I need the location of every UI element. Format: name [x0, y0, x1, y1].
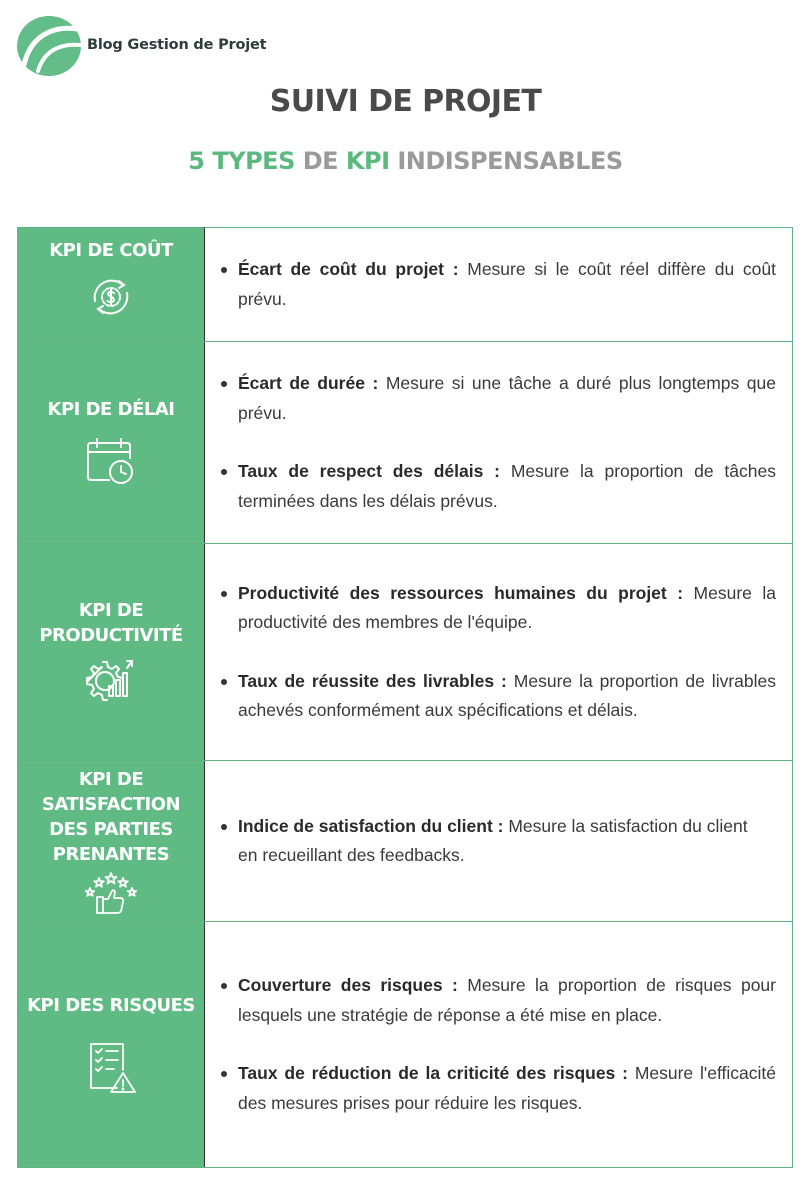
thumbs-up-stars-icon [83, 871, 139, 915]
dollar-cycle-icon [83, 271, 139, 323]
subtitle-part-2: DE [294, 147, 346, 175]
kpi-item-text: Mesure si une tâche a duré plus longtemps que prévu. [238, 373, 776, 423]
kpi-item-list [205, 579, 792, 726]
kpi-item-title: Couverture des risques : [238, 975, 458, 995]
kpi-item-text: Mesure si le coût réel diffère du coût prévu. [238, 259, 776, 309]
kpi-description-cell [205, 342, 793, 544]
kpi-item-title: Taux de réduction de la criticité des risques : [238, 1063, 628, 1083]
kpi-category-label-line: PRENANTES [52, 844, 170, 865]
kpi-category-label: KPI DE COÛT [49, 240, 173, 261]
kpi-item-list [205, 255, 792, 314]
subtitle-part-4: INDISPENSABLES [389, 147, 623, 175]
kpi-description-cell [205, 761, 793, 922]
page-subtitle [0, 147, 811, 175]
checklist-warning-icon [83, 1040, 139, 1096]
kpi-item [238, 812, 756, 871]
kpi-category-label-line: KPI DE [78, 769, 144, 790]
kpi-row-delay [18, 342, 793, 544]
kpi-item [238, 457, 776, 516]
kpi-description-cell [205, 544, 793, 761]
kpi-item-title: Indice de satisfaction du client : [238, 815, 504, 836]
kpi-category-label [18, 767, 204, 867]
kpi-item-title: Écart de durée : [238, 373, 379, 393]
kpi-item-list [205, 971, 792, 1118]
kpi-item-text: Mesure la proportion de tâches terminées dans les délais prévus. [238, 461, 776, 511]
kpi-category-label [18, 598, 204, 648]
kpi-item-text: Mesure la satisfaction du client en recueillant des feedbacks. [238, 815, 748, 865]
kpi-item-title: Taux de respect des délais : [238, 461, 500, 481]
kpi-category-label-line: SATISFACTION [41, 794, 181, 815]
kpi-row-productivity [18, 544, 793, 761]
kpi-item [238, 255, 776, 314]
kpi-row-satisfaction [18, 761, 793, 922]
gear-chart-icon [83, 654, 139, 706]
kpi-item [238, 1059, 776, 1118]
kpi-description-cell [205, 228, 793, 342]
leaf-logo-icon [16, 15, 82, 77]
header [0, 0, 811, 220]
kpi-item [238, 579, 776, 638]
kpi-item-list [205, 369, 792, 516]
kpi-category-label: KPI DE DÉLAI [47, 399, 175, 420]
kpi-item-text: Mesure l'efficacité des mesures prises pour réduire les risques. [238, 1063, 776, 1113]
kpi-category-cell [18, 761, 205, 922]
subtitle-part-1: 5 TYPES [188, 147, 295, 175]
kpi-category-cell [18, 544, 205, 761]
kpi-category-label-line: KPI DE [78, 600, 144, 621]
kpi-row-cost [18, 228, 793, 342]
kpi-item-text: Mesure la proportion de risques pour lesquels une stratégie de réponse a été mise en place. [238, 975, 776, 1025]
kpi-item [238, 369, 776, 428]
brand-logo[interactable] [16, 15, 266, 77]
kpi-item-text: Mesure la productivité des membres de l'équipe. [238, 582, 776, 632]
page-title: SUIVI DE PROJET [269, 84, 542, 119]
brand-name: Blog Gestion de Projet [87, 37, 267, 53]
kpi-category-label-line: PRODUCTIVITÉ [39, 625, 183, 646]
kpi-category-label-line: DES PARTIES [49, 819, 173, 840]
kpi-item-title: Écart de coût du projet : [238, 259, 459, 279]
kpi-description-cell [205, 922, 793, 1168]
kpi-item [238, 667, 776, 726]
kpi-row-risks [18, 922, 793, 1168]
kpi-item [238, 971, 776, 1030]
kpi-item-list [205, 812, 792, 871]
kpi-category-cell [18, 922, 205, 1168]
kpi-table [17, 227, 793, 1168]
kpi-item-title: Taux de réussite des livrables : [238, 670, 507, 691]
kpi-item-text: Mesure la proportion de livrables achevés conformément aux spécifications et délais. [238, 670, 776, 720]
kpi-category-cell [18, 342, 205, 544]
calendar-clock-icon [83, 436, 139, 488]
subtitle-part-3: KPI [345, 147, 390, 175]
kpi-category-label: KPI DES RISQUES [27, 995, 195, 1016]
kpi-category-cell [18, 228, 205, 342]
kpi-item-title: Productivité des ressources humaines du projet : [238, 582, 684, 603]
